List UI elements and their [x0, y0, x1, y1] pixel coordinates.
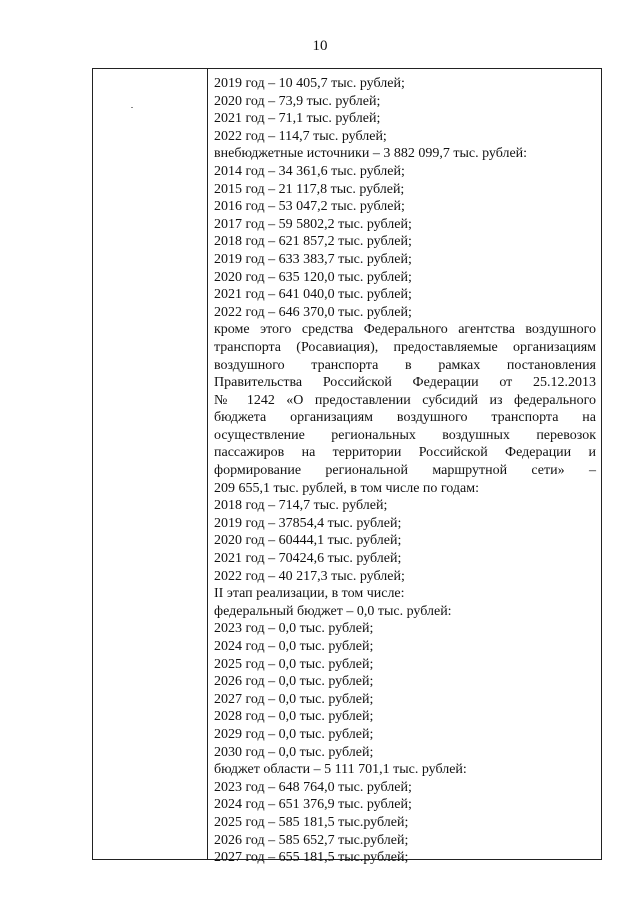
text-line: 2027 год – 0,0 тыс. рублей; [214, 691, 374, 707]
text-line: 2028 год – 0,0 тыс. рублей; [214, 709, 374, 725]
column-divider [207, 69, 208, 859]
text-line: 2020 год – 635 120,0 тыс. рублей; [214, 269, 412, 285]
text-line: 2026 год – 585 652,7 тыс.рублей; [214, 832, 409, 848]
rosaviatsiya-paragraph [214, 321, 596, 479]
funding-lines-bottom [214, 480, 596, 867]
text-line: 2015 год – 21 117,8 тыс. рублей; [214, 181, 405, 197]
text-line: 2022 год – 40 217,3 тыс. рублей; [214, 568, 405, 584]
text-line: федеральный бюджет – 0,0 тыс. рублей: [214, 603, 452, 619]
text-line: 2023 год – 0,0 тыс. рублей; [214, 621, 374, 637]
text-line: 2029 год – 0,0 тыс. рублей; [214, 726, 374, 742]
text-line: 209 655,1 тыс. рублей, в том числе по годам: [214, 480, 479, 496]
paragraph-line: формирование региональной маршрутной сети» – [214, 463, 596, 479]
text-line: 2025 год – 0,0 тыс. рублей; [214, 656, 374, 672]
text-line: 2019 год – 10 405,7 тыс. рублей; [214, 76, 405, 91]
text-line: 2018 год – 621 857,2 тыс. рублей; [214, 234, 412, 250]
text-line: 2019 год – 633 383,7 тыс. рублей; [214, 251, 412, 267]
paragraph-line: пассажиров на территории Российской Федерации и [214, 445, 596, 461]
text-line: 2022 год – 646 370,0 тыс. рублей; [214, 304, 412, 320]
table-right-cell [214, 75, 596, 867]
paragraph-line: Правительства Российской Федерации от 25.12.2013 [214, 375, 596, 391]
text-line: 2018 год – 714,7 тыс. рублей; [214, 498, 388, 514]
text-line: 2019 год – 37854,4 тыс. рублей; [214, 515, 402, 531]
paragraph-line: осуществление региональных воздушных перевозок [214, 427, 596, 443]
paragraph-line: транспорта (Росавиация), предоставляемые организациям [214, 339, 596, 355]
text-line: 2026 год – 0,0 тыс. рублей; [214, 674, 374, 690]
paragraph-line: кроме этого средства Федерального агентства воздушного [214, 322, 596, 338]
paragraph-line: бюджета организациям воздушного транспорта на [214, 410, 596, 426]
text-line: 2027 год – 655 181,5 тыс.рублей; [214, 850, 409, 866]
text-line: 2020 год – 60444,1 тыс. рублей; [214, 533, 402, 549]
text-line: 2030 год – 0,0 тыс. рублей; [214, 744, 374, 760]
text-line: 2020 год – 73,9 тыс. рублей; [214, 93, 381, 109]
text-line: 2016 год – 53 047,2 тыс. рублей; [214, 199, 405, 215]
text-line: II этап реализации, в том числе: [214, 586, 405, 602]
funding-lines-top [214, 75, 596, 321]
paragraph-line: № 1242 «О предоставлении субсидий из федерального [214, 392, 596, 408]
text-line: 2022 год – 114,7 тыс. рублей; [214, 128, 387, 144]
text-line: 2014 год – 34 361,6 тыс. рублей; [214, 163, 405, 179]
paragraph-line: воздушного транспорта в рамках постановления [214, 357, 596, 373]
text-line: 2021 год – 71,1 тыс. рублей; [214, 111, 381, 127]
text-line: внебюджетные источники – 3 882 099,7 тыс. рублей: [214, 146, 528, 162]
scan-speck [131, 107, 133, 108]
text-line: 2024 год – 651 376,9 тыс. рублей; [214, 797, 412, 813]
text-line: 2025 год – 585 181,5 тыс.рублей; [214, 814, 409, 830]
document-table [92, 68, 602, 866]
text-line: 2021 год – 70424,6 тыс. рублей; [214, 551, 402, 567]
table-left-cell [93, 69, 207, 859]
text-line: 2024 год – 0,0 тыс. рублей; [214, 639, 374, 654]
text-line: 2023 год – 648 764,0 тыс. рублей; [214, 779, 412, 795]
text-line: 2021 год – 641 040,0 тыс. рублей; [214, 287, 412, 303]
page-number: 10 [312, 38, 328, 54]
text-line: 2017 год – 59 5802,2 тыс. рублей; [214, 216, 412, 232]
text-line: бюджет области – 5 111 701,1 тыс. рублей: [214, 762, 467, 778]
